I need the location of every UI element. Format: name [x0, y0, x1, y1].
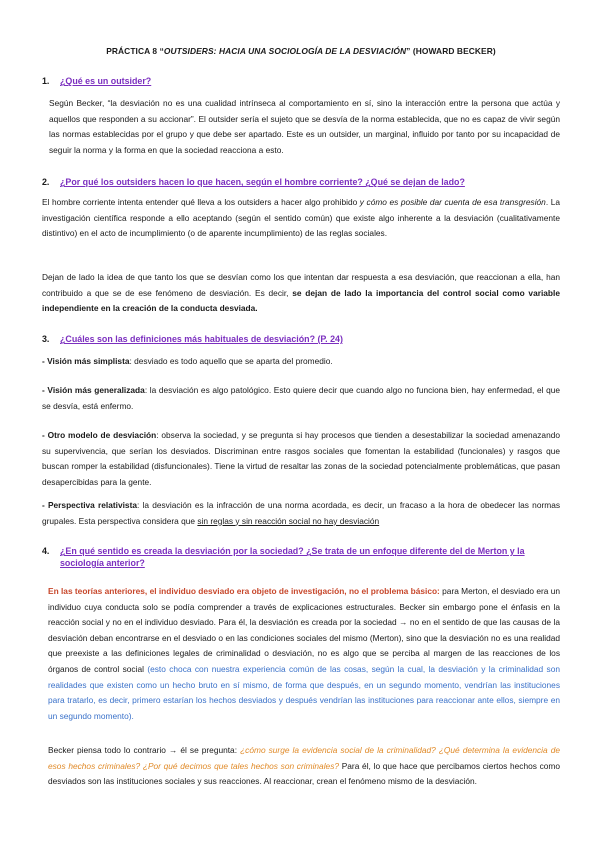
answer-4-paragraph-2: Becker piensa todo lo contrario → él se pregunta: ¿cómo surge la evidencia social de la criminalidad? ¿Qué determina la evidencia de esos hechos criminales? ¿Por qué decimos que tales hechos son criminales? Para él, lo que hace que percibamos ciertos hechos como desviados son las instituciones sociales y sus reacciones. Al reaccionar, crean el fenómeno mismo de la desviación. [48, 745, 561, 787]
definition-generalizada: - Visión más generalizada: la desviación es algo patológico. Esto quiere decir que cuando algo no funciona bien, hay enfermedad, el que se desvía, está enfermo. [42, 385, 561, 411]
definition-simplista: - Visión más simplista: desviado es todo aquello que se aparta del promedio. [42, 356, 333, 366]
question-3: 3. ¿Cuáles son las definiciones más habituales de desviación? (P. 24) [42, 334, 343, 344]
definition-otro-modelo: - Otro modelo de desviación: observa la sociedad, y se pregunta si hay procesos que tienden a desestabilizar la sociedad amenazando su supervivencia, que serían los desviados. Discriminan entre rasgos sociales que fomentan la estabilidad (funcionales) y rasgos que buscan romper la estabilidad (disfuncionales). Tiene la virtud de resaltar las zonas de la sociedad potencialmente problemáticas, que pasan desapercibidas para la gente. [42, 430, 560, 487]
section-3 [42, 333, 560, 345]
definition-relativista: - Perspectiva relativista: la desviación es la infracción de una norma acordada, es decir, un fracaso a la hora de obedecer las normas grupales. Esta perspectiva considera que sin reglas y sin reacción social no hay desviación [42, 500, 561, 526]
question-1: 1. ¿Qué es un outsider? [42, 76, 152, 86]
section-4 [42, 545, 560, 569]
answer-2-paragraph-1: El hombre corriente intenta entender qué lleva a los outsiders a hacer algo prohibido y cómo es posible dar cuenta de esa transgresión. La investigación científica responde a ello aceptando (según el sentido común) que existe algo inherente a la desviación (cualitativamente distintivo) en el acto de incumplimiento (o de aparente incumplimiento) de las reglas sociales. [42, 197, 560, 239]
section-2 [42, 176, 560, 188]
document-title: PRÁCTICA 8 “OUTSIDERS: HACIA UNA SOCIOLOGÍA DE LA DESVIACIÓN” (HOWARD BECKER) [106, 46, 496, 56]
section-1 [42, 75, 560, 87]
answer-2-paragraph-2: Dejan de lado la idea de que tanto los que se desvían como los que intentan dar respuesta a esa desviación, que reaccionan a ella, han contribuido a que se de ese fenómeno de desviación. Es decir, se dejan de lado la importancia del control social como variable independiente en la creación de la conducta desviada. [42, 272, 560, 314]
question-4: 4. ¿En qué sentido es creada la desviación por la sociedad? ¿Se trata de un enfoque diferente del de Merton y la sociología anterior? [42, 546, 525, 568]
answer-4-paragraph-1: En las teorías anteriores, el individuo desviado era objeto de investigación, no el problema básico: para Merton, el desviado era un individuo cuya conducta solo se podía comprender a través de explicaciones estructurales. Becker sin embargo pone el énfasis en la reacción social y no en el individuo desviado. Para él, la desviación es creada por la sociedad → no en el sentido de que las causas de la desviación deban encontrarse en el desviado o en las condiciones sociales del mismo (Merton), sino que la desviación no es una realidad que preexiste a las definiciones legales de criminalidad o desviación, no es algo que se perciba al margen de las reacciones de los órganos de control social (esto choca con nuestra experiencia común de las cosas, según la cual, la desviación y la criminalidad son realidades que existen como un hecho bruto en sí mismo, de forma que después, en un segundo momento, vendrían las instituciones para tratarlo, es decir, primero estarían los hechos desviados y después vendrían las instituciones para reaccionar ante ellos, siempre en un segundo momento). [48, 586, 560, 721]
answer-1: Según Becker, “la desviación no es una cualidad intrínseca al comportamiento en sí, sino la interacción entre la persona que actúa y aquellos que responden a su accionar”. El outsider sería el sujeto que se desvía de la norma establecida, que no es capaz de vivir según las normas establecidas por el grupo y que debe ser apartado. Este es un outsider, un marginal, influido por tanto por su incapacidad de seguir la norma y la forma en que la sociedad reacciona a esto. [49, 98, 560, 155]
question-2: 2. ¿Por qué los outsiders hacen lo que hacen, según el hombre corriente? ¿Qué se dejan de lado? [42, 177, 465, 187]
